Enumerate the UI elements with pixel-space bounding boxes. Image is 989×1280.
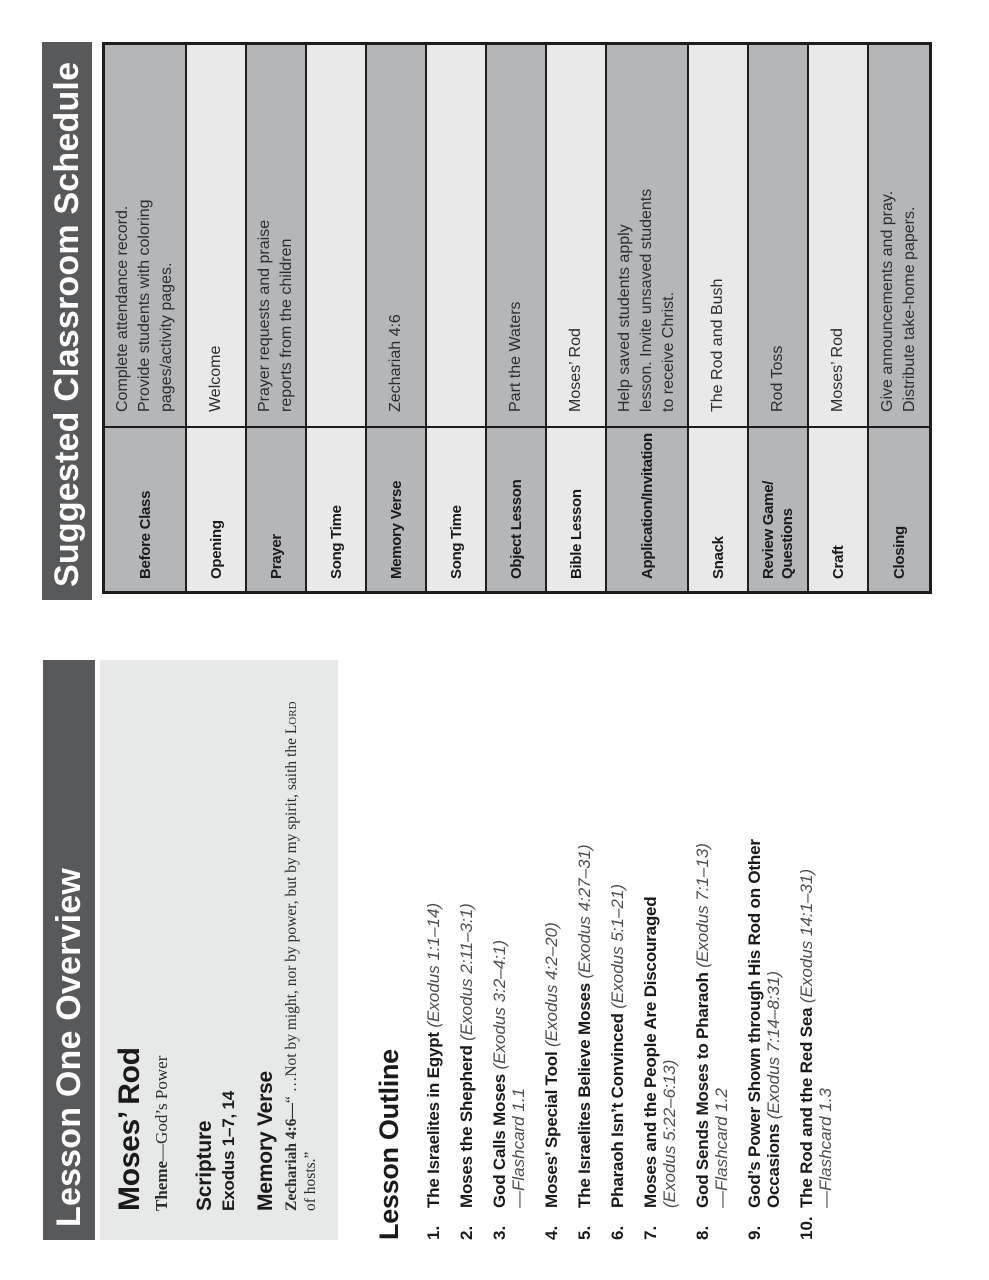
text-line: God’s Power Shown through His Rod on Other [745,839,764,1208]
outline-item-number: 7. [641,1225,660,1240]
text-line: —Flashcard 1.2 [712,1088,731,1208]
schedule-row-label: Snack [689,426,747,591]
text-line: Moses’ Special Tool (Exodus 4:2–20) [542,922,561,1208]
outline-item-number: 4. [542,1225,561,1240]
outline-item [575,660,594,1240]
lesson-title: Moses’ Rod [113,1047,146,1211]
text-line: of hosts.” [302,1151,319,1211]
schedule-row-description: Prayer requests and praise reports from the children [256,219,295,412]
schedule-row-label: Memory Verse [367,426,425,591]
schedule-row-description: Moses’ Rod [829,328,846,412]
outline-item-text [490,660,528,1208]
schedule-row-label: Opening [187,426,245,591]
schedule-row-description: Moses’ Rod [567,328,584,412]
schedule-row [487,45,547,591]
outline-item [424,660,443,1240]
outline-item [641,660,679,1240]
schedule-banner [42,42,92,600]
outline-item-number: 6. [608,1225,627,1240]
outline-item-text [641,660,679,1208]
outline-item [608,660,627,1240]
schedule-row [187,45,247,591]
lesson-outline [374,660,849,1240]
schedule-row-label: Prayer [247,426,305,591]
schedule-row-description: Part the Waters [507,301,524,412]
outline-heading: Lesson Outline [374,1049,404,1240]
text-line: (Exodus 5:22–6:13) [660,1059,679,1208]
schedule-row-description [307,45,365,426]
schedule-row-label: Before Class [105,426,185,591]
text-line: The Israelites Believe Moses (Exodus 4:27–31) [575,844,594,1208]
outline-item-text [457,660,476,1208]
schedule-row [607,45,689,591]
outline-item [745,660,783,1240]
schedule-row [247,45,307,591]
outline-item [490,660,528,1240]
outline-item-text [542,660,561,1208]
outline-item-number: 3. [490,1225,509,1240]
schedule-row-label: Bible Lesson [547,426,605,591]
schedule-row-label: Song Time [427,426,485,591]
overview-banner-title: Lesson One Overview [49,867,88,1227]
schedule-row-label: Object Lesson [487,426,545,591]
outline-item-text [745,660,783,1208]
text-line: God Calls Moses (Exodus 3:2–4:1) [490,940,509,1208]
text-line: Moses and the People Are Discouraged [641,896,660,1208]
outline-item-number: 5. [575,1225,594,1240]
memory-verse-text [282,680,320,1211]
text-line: The Rod and the Red Sea (Exodus 14:1–31) [797,868,816,1208]
schedule-row-label: Review Game/ Questions [749,426,807,591]
schedule-row-description: Give announcements and pray. Distribute take-home papers. [879,190,918,412]
outline-item [693,660,731,1240]
outline-item-number: 8. [693,1225,712,1240]
outline-item-number: 2. [457,1225,476,1240]
text-line: God Sends Moses to Pharaoh (Exodus 7:1–13) [693,843,712,1208]
schedule-row-description: Rod Toss [769,345,786,412]
outline-item-text [575,660,594,1208]
outline-item-number: 10. [797,1216,816,1240]
schedule-row [427,45,487,591]
page-lesson-one-overview [0,640,989,1280]
text-line: Theme—God’s Power [152,1055,171,1211]
schedule-row-description: Welcome [207,345,224,412]
schedule-row [547,45,607,591]
schedule-row-description: Complete attendance record. Provide students with coloring pages/activity pages. [114,199,175,412]
outline-item [457,660,476,1240]
schedule-row [809,45,869,591]
schedule-row [105,45,187,591]
schedule-row-description [427,45,485,426]
text-line: Occasions (Exodus 7:14–8:31) [764,970,783,1208]
schedule-row-description: Help saved students apply lesson. Invite unsaved students to receive Christ. [616,188,677,412]
text-line: —Flashcard 1.1 [509,1088,528,1208]
schedule-row-label: Closing [869,426,929,591]
schedule-row-label: Craft [809,426,867,591]
schedule-row [869,45,929,591]
memory-verse-heading: Memory Verse [254,1070,277,1211]
outline-item [797,660,835,1240]
text-line: The Israelites in Egypt (Exodus 1:1–14) [424,902,443,1208]
text-line: Moses the Shepherd (Exodus 2:11–3:1) [457,903,476,1208]
scripture-heading: Scripture [193,1120,216,1211]
schedule-row-label: Application/Invitation [607,426,687,591]
schedule-row-description: The Rod and Bush [709,278,726,412]
outline-list [424,660,835,1240]
lesson-theme [152,680,172,1211]
schedule-row-label: Song Time [307,426,365,591]
schedule-table [102,42,932,594]
overview-banner [43,660,95,1240]
schedule-banner-title: Suggested Classroom Schedule [47,61,86,587]
scripture-reference: Exodus 1–7, 14 [219,1090,238,1211]
outline-item-text [693,660,731,1208]
outline-item [542,660,561,1240]
outline-item-number: 9. [745,1225,764,1240]
schedule-row [367,45,427,591]
text-line: Zechariah 4:6—“ …Not by might, nor by power, but by my spirit, saith the Lord [283,701,300,1211]
schedule-row [307,45,367,591]
outline-item-text [797,660,835,1208]
schedule-row [689,45,749,591]
schedule-row-description: Zechariah 4:6 [387,314,404,412]
outline-item-number: 1. [424,1225,443,1240]
outline-item-text [424,660,443,1208]
text-line: Pharaoh Isn’t Convinced (Exodus 5:1–21) [608,884,627,1208]
schedule-row [749,45,809,591]
text-line: —Flashcard 1.3 [816,1088,835,1208]
lesson-info-box [100,660,338,1240]
outline-item-text [608,660,627,1208]
